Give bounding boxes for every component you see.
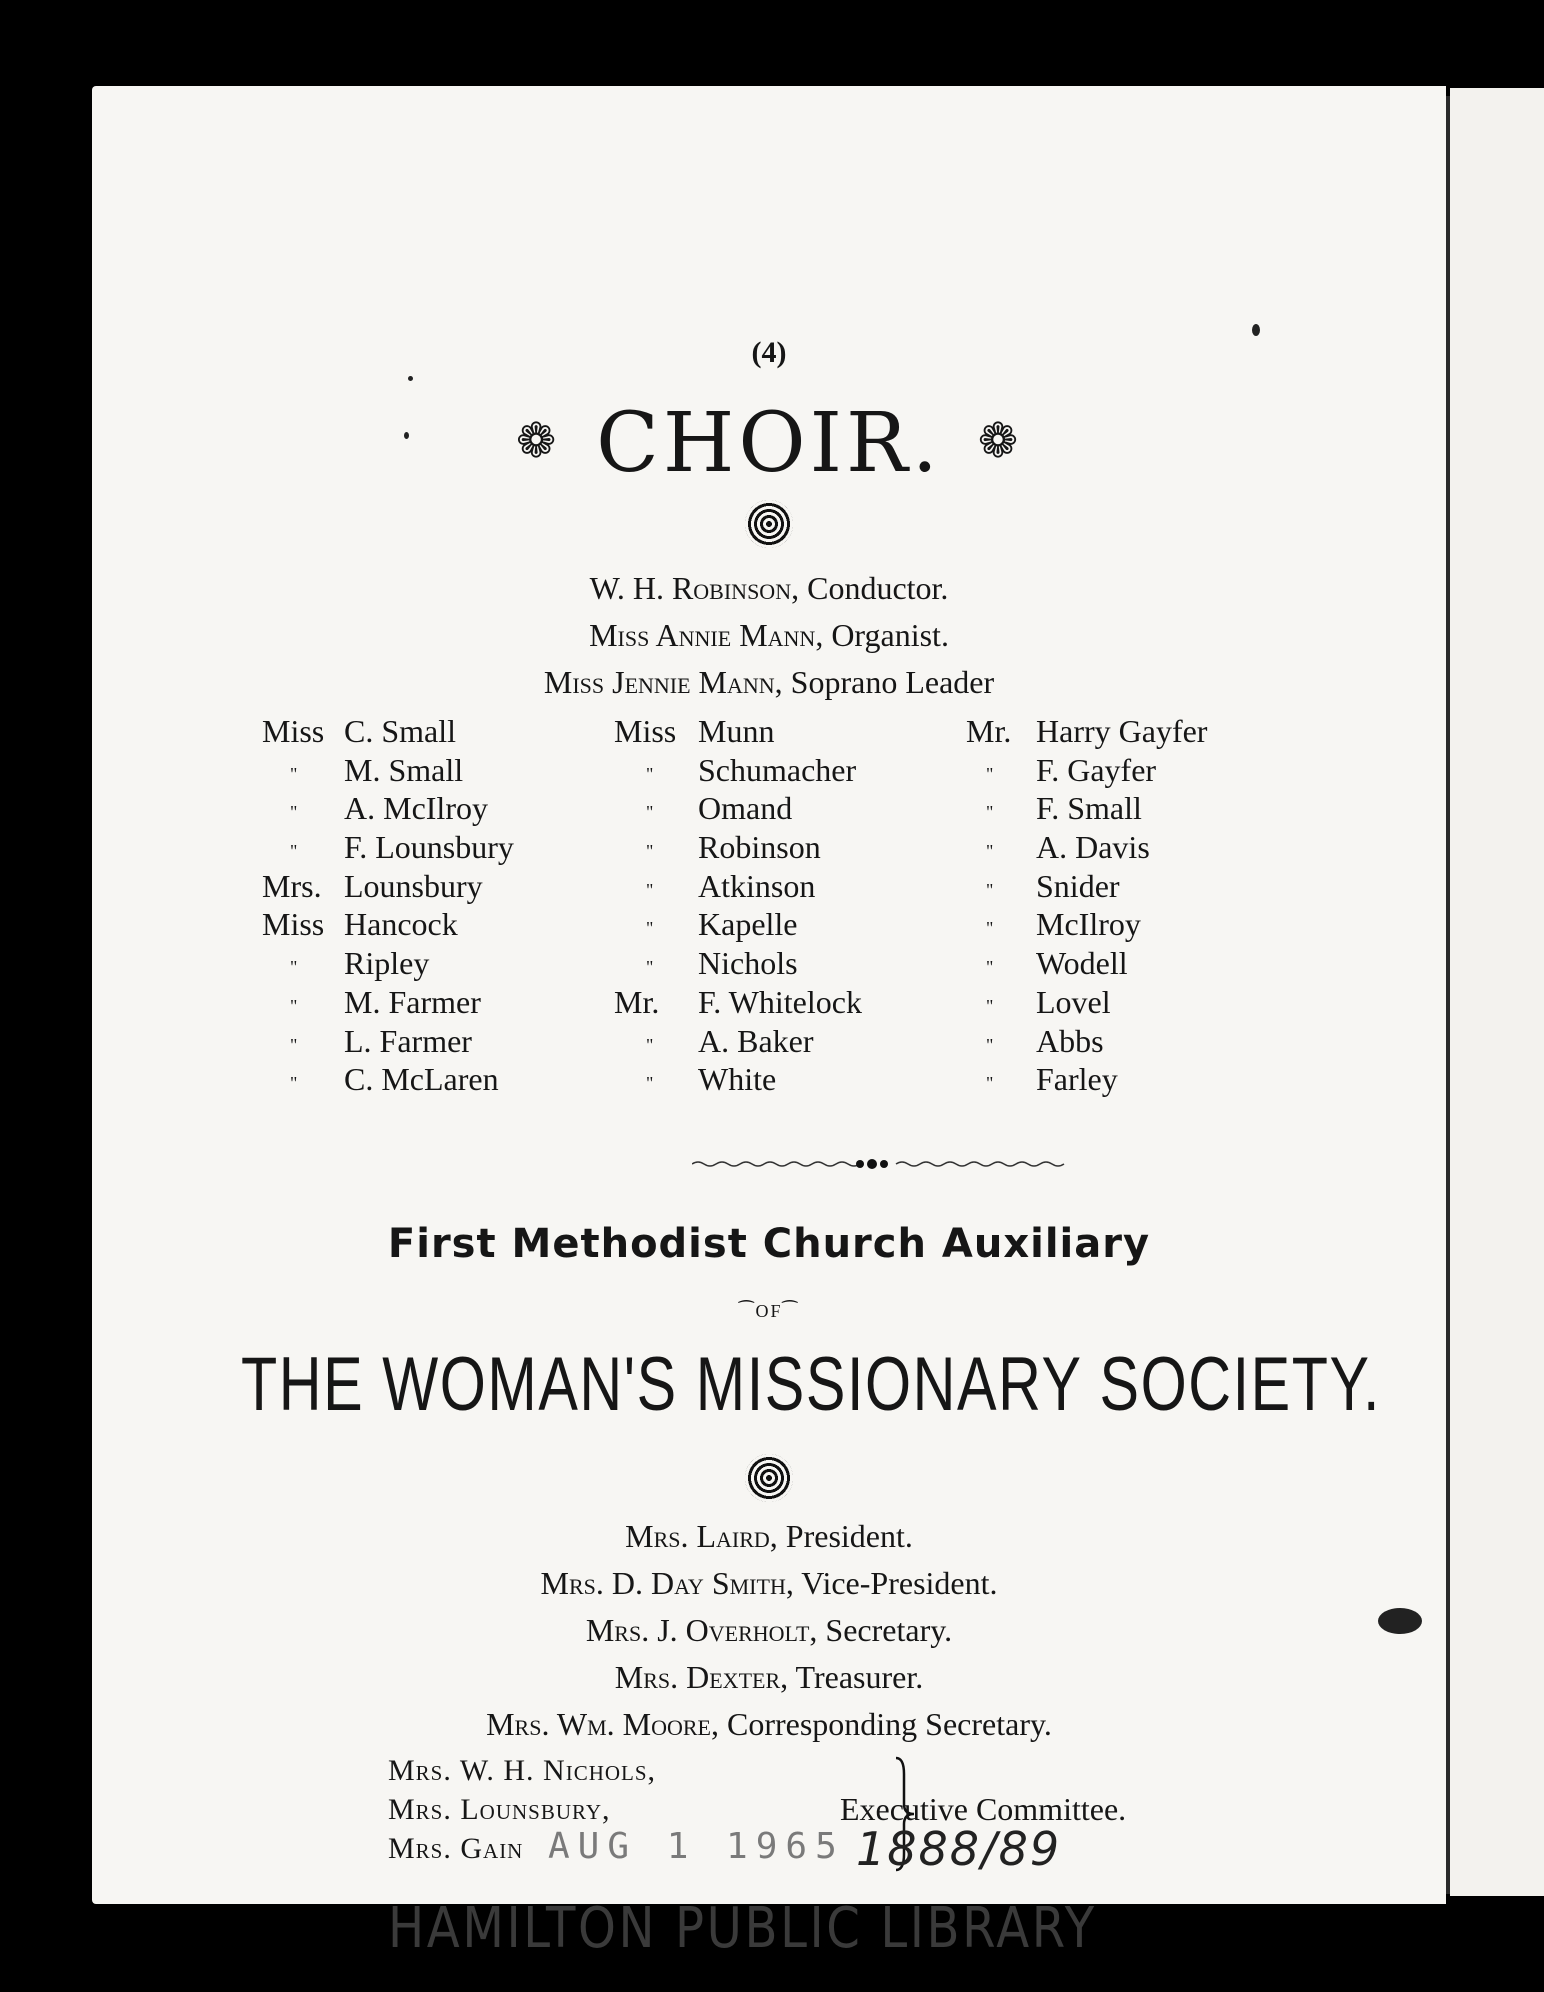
choir-member xyxy=(262,983,602,1022)
ditto-mark: " xyxy=(290,957,298,978)
choir-title: CHOIR. xyxy=(596,396,942,491)
member-title: Miss xyxy=(262,906,325,943)
member-name: White xyxy=(698,1061,777,1098)
choir-officer: W. H. Robinson, Conductor. xyxy=(589,570,949,606)
choir-member xyxy=(262,712,602,751)
choir-member xyxy=(614,944,954,983)
executive-member: Mrs. Gain xyxy=(388,1832,524,1865)
ditto-mark: " xyxy=(986,995,994,1016)
member-name: McIlroy xyxy=(1036,906,1141,943)
member-name: M. Small xyxy=(344,751,464,788)
ditto-mark: " xyxy=(986,1034,994,1055)
program-page xyxy=(92,86,1446,1961)
choir-member xyxy=(966,828,1326,867)
library-stamp: HAMILTON PUBLIC LIBRARY xyxy=(388,1896,1097,1961)
member-title: Miss xyxy=(614,713,677,749)
ditto-mark: " xyxy=(646,841,654,862)
ink-speck xyxy=(408,376,413,381)
member-name: C. Small xyxy=(344,713,457,749)
flower-ornament-icon: ❁ xyxy=(515,413,561,469)
choir-officer: Miss Annie Mann, Organist. xyxy=(589,617,949,653)
ditto-mark: " xyxy=(986,918,994,939)
choir-heading xyxy=(92,396,1446,491)
date-stamp: AUG 1 1965 xyxy=(548,1826,845,1867)
member-title: Mr. xyxy=(614,983,660,1020)
member-name: Robinson xyxy=(698,829,821,866)
member-name: F. Gayfer xyxy=(1036,751,1157,788)
member-name: Abbs xyxy=(1036,1022,1104,1059)
member-name: Wodell xyxy=(1036,945,1128,982)
choir-member xyxy=(262,905,602,944)
ditto-mark: " xyxy=(290,995,298,1016)
ditto-mark: " xyxy=(986,879,994,900)
member-title: Miss xyxy=(262,713,325,749)
member-name: Lovel xyxy=(1036,983,1111,1020)
page-gutter xyxy=(1446,96,1450,1894)
member-name: M. Farmer xyxy=(344,983,481,1020)
choir-member xyxy=(262,1060,602,1099)
society-officer: Mrs. Dexter, Treasurer. xyxy=(614,1659,924,1695)
member-title: Mr. xyxy=(966,713,1012,749)
ditto-mark: " xyxy=(646,802,654,823)
ditto-mark: " xyxy=(986,1073,994,1094)
ditto-mark: " xyxy=(986,763,994,784)
ditto-mark: " xyxy=(290,1034,298,1055)
choir-member xyxy=(262,867,602,906)
of-label: ⁀OF⁀ xyxy=(739,1301,799,1321)
choir-member xyxy=(614,712,954,751)
choir-member xyxy=(966,867,1326,906)
choir-member xyxy=(614,983,954,1022)
member-name: Kapelle xyxy=(698,906,798,943)
ditto-mark: " xyxy=(290,1073,298,1094)
member-name: Lounsbury xyxy=(344,867,483,904)
choir-column-right xyxy=(966,712,1326,1099)
member-name: Munn xyxy=(698,713,775,749)
member-name: Omand xyxy=(698,790,793,827)
member-title: Mrs. xyxy=(262,867,322,904)
member-name: Nichols xyxy=(698,945,798,982)
choir-member xyxy=(614,867,954,906)
choir-member xyxy=(966,1022,1326,1061)
flower-ornament-icon: ❁ xyxy=(977,413,1023,469)
executive-member: Mrs. Lounsbury, xyxy=(388,1793,611,1826)
ditto-mark: " xyxy=(646,879,654,900)
choir-member xyxy=(262,789,602,828)
member-name: Hancock xyxy=(344,906,458,943)
ditto-mark: " xyxy=(646,1073,654,1094)
spiral-ornament-icon xyxy=(92,1454,1446,1502)
adjacent-page-edge xyxy=(1450,88,1544,1896)
wavy-divider-icon xyxy=(692,1154,1068,1174)
member-name: Atkinson xyxy=(698,867,816,904)
ink-speck xyxy=(404,432,409,439)
member-name: L. Farmer xyxy=(344,1022,472,1059)
choir-member xyxy=(966,1060,1326,1099)
handwritten-year: 1888/89 xyxy=(856,1822,1062,1876)
society-title: THE WOMAN'S MISSIONARY SOCIETY. xyxy=(240,1342,1382,1427)
ditto-mark: " xyxy=(290,802,298,823)
choir-officer: Miss Jennie Mann, Soprano Leader xyxy=(543,664,995,700)
choir-member xyxy=(966,789,1326,828)
choir-column-middle xyxy=(614,712,954,1099)
choir-member xyxy=(614,905,954,944)
member-name: Ripley xyxy=(344,945,430,982)
member-name: F. Lounsbury xyxy=(344,829,514,866)
ditto-mark: " xyxy=(986,957,994,978)
spiral-ornament-icon xyxy=(92,500,1446,548)
ink-speck xyxy=(1252,324,1260,336)
member-name: Harry Gayfer xyxy=(1036,713,1208,749)
auxiliary-title: First Methodist Church Auxiliary xyxy=(387,1221,1151,1267)
choir-member xyxy=(262,751,602,790)
member-name: A. Baker xyxy=(698,1022,814,1059)
society-officer: Mrs. Wm. Moore, Corresponding Secretary. xyxy=(486,1706,1052,1742)
choir-member xyxy=(966,751,1326,790)
ditto-mark: " xyxy=(646,918,654,939)
choir-member xyxy=(966,983,1326,1022)
member-name: A. Davis xyxy=(1036,829,1150,866)
choir-member xyxy=(614,828,954,867)
member-name: Farley xyxy=(1036,1061,1118,1098)
executive-member: Mrs. W. H. Nichols, xyxy=(388,1754,657,1787)
ditto-mark: " xyxy=(986,841,994,862)
choir-member xyxy=(966,712,1326,751)
choir-member xyxy=(966,944,1326,983)
choir-member xyxy=(614,1060,954,1099)
choir-member xyxy=(262,828,602,867)
ditto-mark: " xyxy=(646,1034,654,1055)
ink-blot xyxy=(1378,1608,1422,1634)
choir-member xyxy=(966,905,1326,944)
society-officer: Mrs. Laird, President. xyxy=(625,1518,913,1554)
choir-member xyxy=(614,1022,954,1061)
choir-column-left xyxy=(262,712,602,1099)
choir-member xyxy=(614,751,954,790)
member-name: Snider xyxy=(1036,867,1120,904)
ditto-mark: " xyxy=(646,957,654,978)
ditto-mark: " xyxy=(986,802,994,823)
society-officer: Mrs. J. Overholt, Secretary. xyxy=(585,1612,953,1648)
member-name: Schumacher xyxy=(698,751,857,788)
member-name: C. McLaren xyxy=(344,1061,499,1098)
executive-committee-label: Executive Committee. xyxy=(840,1791,1127,1827)
choir-member xyxy=(262,944,602,983)
member-name: F. Small xyxy=(1036,790,1142,827)
choir-member xyxy=(262,1022,602,1061)
choir-member xyxy=(614,789,954,828)
ditto-mark: " xyxy=(646,763,654,784)
ditto-mark: " xyxy=(290,841,298,862)
society-officer: Mrs. D. Day Smith, Vice-President. xyxy=(540,1565,998,1601)
member-name: A. McIlroy xyxy=(344,790,488,827)
ditto-mark: " xyxy=(290,763,298,784)
page-number: (4) xyxy=(751,336,787,369)
member-name: F. Whitelock xyxy=(698,983,862,1020)
